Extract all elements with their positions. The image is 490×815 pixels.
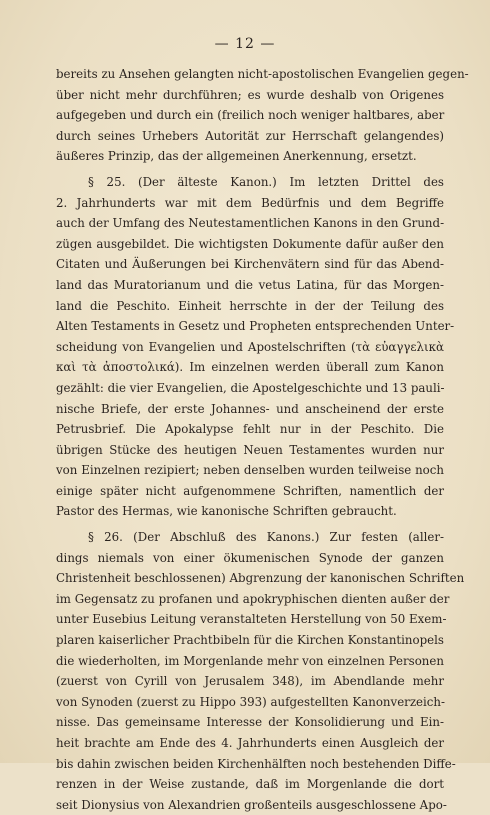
paragraph-section-25 bbox=[56, 172, 455, 522]
text-line: gezählt: die vier Evangelien, die Apostelgeschichte und 13 pauli- bbox=[56, 380, 445, 395]
text-line: übrigen Stücke des heutigen Neuen Testamentes wurden nur bbox=[56, 442, 444, 457]
text-line: heit brachte am Ende des 4. Jahrhunderts einen Ausgleich der bbox=[56, 736, 444, 750]
text-line: die wiederholten, im Morgenlande mehr von einzelnen Personen bbox=[56, 653, 444, 668]
text-line: 2. Jahrhunderts war mit dem Bedürfnis und dem Begriffe bbox=[56, 195, 444, 210]
text-line: äußeres Prinzip, das der allgemeinen Anerkennung, ersetzt. bbox=[56, 149, 417, 164]
text-line: (zuerst von Cyrill von Jerusalem 348), im Abendlande mehr bbox=[56, 674, 444, 689]
text-line: im Gegensatz zu profanen und apokryphischen dienten außer der bbox=[56, 591, 450, 606]
text-line: Christenheit beschlossenen) Abgrenzung der kanonischen Schriften bbox=[56, 571, 465, 586]
text-line: Citaten und Äußerungen bei Kirchenvätern sind für das Abend- bbox=[56, 257, 444, 272]
text-line: plaren kaiserlicher Prachtbibeln für die Kirchen Konstantinopels bbox=[56, 633, 444, 648]
text-line: durch seines Urhebers Autorität zur Herrschaft gelangendes) bbox=[56, 128, 444, 143]
text-block bbox=[56, 64, 469, 815]
text-line: dings niemals von einer ökumenischen Synode der ganzen bbox=[56, 550, 444, 565]
text-line: nisse. Das gemeinsame Interesse der Konsolidierung und Ein- bbox=[56, 715, 444, 730]
text-line: auch der Umfang des Neutestamentlichen Kanons in den Grund- bbox=[56, 216, 445, 231]
text-line: einige später nicht aufgenommene Schriften, namentlich der bbox=[56, 483, 444, 498]
text-line: von Synoden (zuerst zu Hippo 393) aufgestellten Kanonverzeich- bbox=[56, 694, 445, 709]
text-line: § 26. (Der Abschluß des Kanons.) Zur festen (aller- bbox=[88, 530, 444, 545]
text-line: § 25. (Der älteste Kanon.) Im letzten Drittel des bbox=[88, 174, 444, 189]
text-line: aufgegeben und durch ein (freilich noch weniger haltbares, aber bbox=[56, 108, 445, 123]
text-line: über nicht mehr durchführen; es wurde deshalb von Origenes bbox=[56, 87, 444, 102]
text-line: bis dahin zwischen beiden Kirchenhälften noch bestehenden Diffe- bbox=[56, 756, 456, 771]
text-line: nische Briefe, der erste Johannes- und anscheinend der erste bbox=[56, 401, 444, 416]
text-line: zügen ausgebildet. Die wichtigsten Dokumente dafür außer den bbox=[56, 236, 444, 251]
text-line: Petrusbrief. Die Apokalypse fehlt nur in der Peschito. Die bbox=[56, 422, 444, 437]
text-line: Alten Testaments in Gesetz und Propheten entsprechenden Unter- bbox=[56, 319, 455, 334]
text-line: Pastor des Hermas, wie kanonische Schriften gebraucht. bbox=[56, 504, 397, 519]
text-line: land die Peschito. Einheit herrschte in der der Teilung des bbox=[56, 298, 444, 313]
text-line: unter Eusebius Leitung veranstalteten Herstellung von 50 Exem- bbox=[56, 612, 447, 627]
paragraph-section-26 bbox=[56, 527, 465, 815]
text-line: von Einzelnen rezipiert; neben denselben wurden teilweise noch bbox=[56, 463, 444, 478]
text-line: scheidung von Evangelien und Apostelschriften (τὰ εὐαγγελικὰ bbox=[56, 339, 444, 354]
text-line: seit Dionysius von Alexandrien großenteils ausgeschlossene Apo- bbox=[56, 797, 447, 812]
text-line: καὶ τὰ ἀποστολικά). Im einzelnen werden überall zum Kanon bbox=[56, 360, 444, 375]
text-line: land das Muratorianum und die vetus Latina, für das Morgen- bbox=[56, 277, 444, 292]
paragraph bbox=[56, 64, 469, 167]
text-line: bereits zu Ansehen gelangten nicht-apostolischen Evangelien gegen- bbox=[56, 67, 469, 81]
page-number: — 12 — bbox=[214, 36, 276, 52]
text-line: renzen in der Weise zustande, daß im Morgenlande die dort bbox=[56, 777, 444, 792]
